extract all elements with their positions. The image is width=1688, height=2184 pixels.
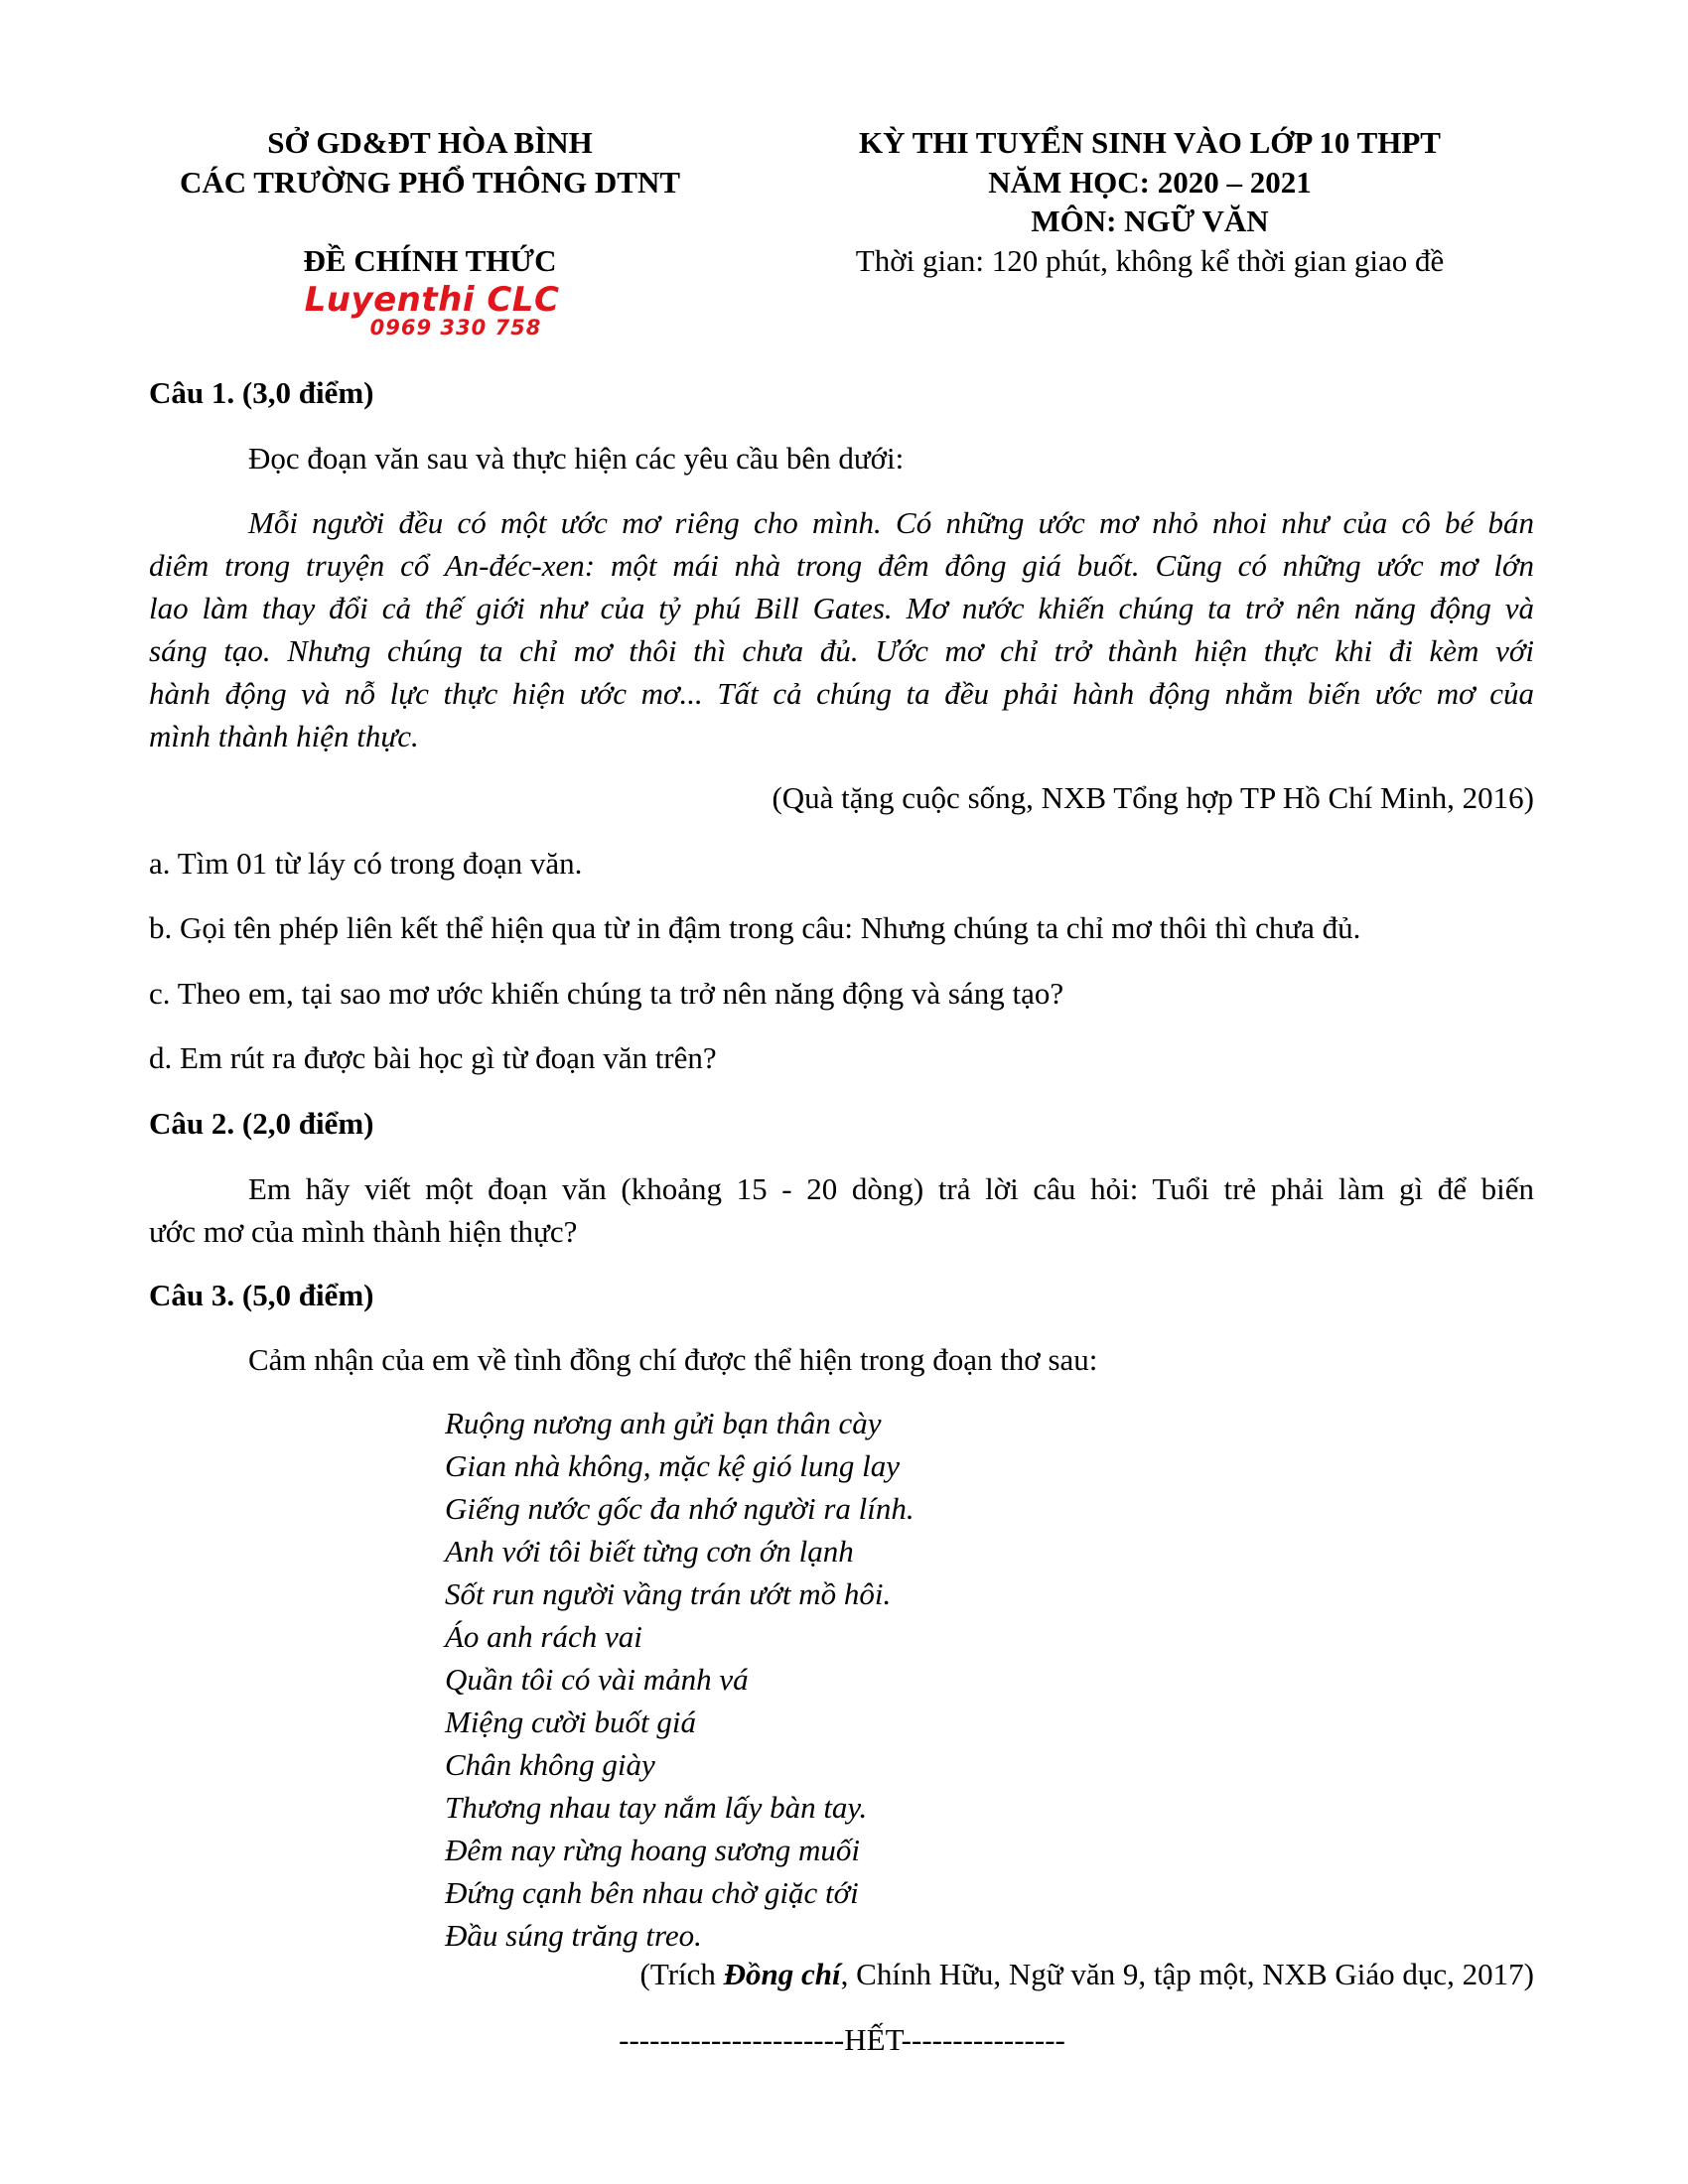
citation-prefix: (Trích — [639, 1957, 724, 1991]
q2-prompt — [149, 1167, 1534, 1253]
department-name: SỞ GD&ĐT HÒA BÌNH — [267, 125, 593, 160]
passage-line: sáng tạo. Nhưng chúng ta chỉ mơ thôi thì chưa đủ. Ước mơ chỉ trở thành hiện thực khi đi kèm với — [149, 633, 1534, 668]
poem-line: Đứng cạnh bên nhau chờ giặc tới — [445, 1875, 859, 1910]
citation-title: Đồng chí — [723, 1957, 841, 1991]
poem-line: Quần tôi có vài mảnh vá — [445, 1662, 749, 1697]
q1-instruction: Đọc đoạn văn sau và thực hiện các yêu cầu bên dưới: — [248, 441, 905, 476]
official-label: ĐỀ CHÍNH THỨC — [303, 243, 557, 278]
watermark-phone: 0969 330 758 — [369, 316, 542, 340]
poem-line: Giếng nước gốc đa nhớ người ra lính. — [445, 1491, 914, 1526]
q3-title: Câu 3. (5,0 điểm) — [149, 1278, 374, 1312]
school-year: NĂM HỌC: 2020 – 2021 — [988, 165, 1312, 200]
poem-line: Áo anh rách vai — [445, 1619, 642, 1654]
passage-line: hành động và nỗ lực thực hiện ước mơ... Tất cả chúng ta đều phải hành động nhằm biến ước mơ của — [149, 676, 1534, 711]
time-note: Thời gian: 120 phút, không kể thời gian giao đề — [855, 243, 1445, 278]
poem-line: Thương nhau tay nắm lấy bàn tay. — [445, 1790, 868, 1825]
poem-citation — [640, 1957, 1534, 1992]
passage-line: Mỗi người đều có một ước mơ riêng cho mình. Có những ước mơ nhỏ nhoi như của cô bé bán — [248, 505, 1534, 540]
end-mark: ----------------------HẾT---------------- — [619, 2022, 1065, 2057]
watermark-brand: Luyenthi CLC — [304, 280, 560, 320]
passage-line: diêm trong truyện cổ An-đéc-xen: một mái nhà trong đêm đông giá buốt. Cũng có những ước mơ lớn — [149, 548, 1534, 583]
exam-title: KỲ THI TUYỂN SINH VÀO LỚP 10 THPT — [859, 125, 1441, 160]
q3-instruction: Cảm nhận của em về tình đồng chí được thể hiện trong đoạn thơ sau: — [248, 1342, 1098, 1377]
poem-line: Chân không giày — [445, 1747, 655, 1782]
q1-part-c: c. Theo em, tại sao mơ ước khiến chúng ta trở nên năng động và sáng tạo? — [149, 976, 1064, 1011]
q1-part-b: b. Gọi tên phép liên kết thể hiện qua từ in đậm trong câu: Nhưng chúng ta chỉ mơ thôi thì chưa đủ. — [149, 910, 1361, 945]
q2-prompt-line: ước mơ của mình thành hiện thực? — [149, 1214, 578, 1249]
poem-line: Sốt run người vầng trán ướt mồ hôi. — [445, 1576, 892, 1611]
poem-line: Đầu súng trăng treo. — [445, 1918, 702, 1953]
q2-prompt-line: Em hãy viết một đoạn văn (khoảng 15 - 20 dòng) trả lời câu hỏi: Tuổi trẻ phải làm gì để biến — [248, 1171, 1534, 1206]
poem-line: Đêm nay rừng hoang sương muối — [445, 1833, 861, 1867]
poem-line: Gian nhà không, mặc kệ gió lung lay — [445, 1448, 901, 1483]
passage-line: mình thành hiện thực. — [149, 719, 419, 753]
q2-title: Câu 2. (2,0 điểm) — [149, 1106, 374, 1141]
poem-excerpt — [445, 1402, 914, 1957]
poem-line: Anh với tôi biết từng cơn ớn lạnh — [445, 1534, 854, 1569]
poem-line: Miệng cười buốt giá — [445, 1705, 696, 1739]
q1-part-a: a. Tìm 01 từ láy có trong đoạn văn. — [149, 846, 583, 881]
citation-suffix: , Chính Hữu, Ngữ văn 9, tập một, NXB Giáo dục, 2017) — [840, 1957, 1534, 1991]
q1-title: Câu 1. (3,0 điểm) — [149, 375, 374, 410]
school-group-name: CÁC TRƯỜNG PHỔ THÔNG DTNT — [179, 165, 681, 200]
subject: MÔN: NGỮ VĂN — [1031, 204, 1269, 238]
q1-part-d: d. Em rút ra được bài học gì từ đoạn văn trên? — [149, 1040, 717, 1075]
passage-line: lao làm thay đổi cả thế giới như của tỷ phú Bill Gates. Mơ nước khiến chúng ta trở nên năng động và — [149, 591, 1534, 625]
q1-passage — [149, 501, 1534, 757]
q1-source: (Quà tặng cuộc sống, NXB Tổng hợp TP Hồ Chí Minh, 2016) — [772, 780, 1534, 815]
poem-line: Ruộng nương anh gửi bạn thân cày — [445, 1406, 882, 1440]
